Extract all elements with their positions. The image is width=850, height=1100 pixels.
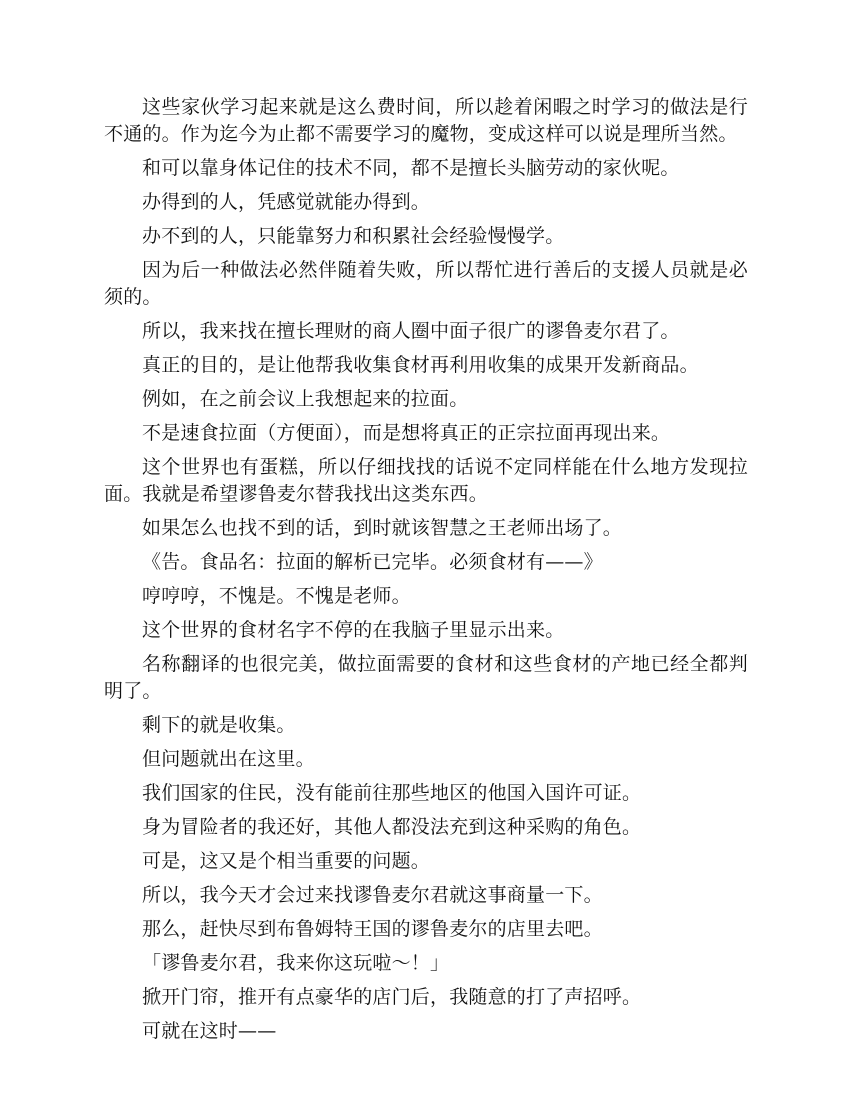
paragraph: 身为冒险者的我还好，其他人都没法充到这种采购的角色。 [142,816,642,838]
paragraph: 例如，在之前会议上我想起来的拉面。 [142,388,469,410]
paragraph: 办得到的人，凭感觉就能办得到。 [142,191,431,213]
paragraph: 和可以靠身体记住的技术不同，都不是擅长头脑劳动的家伙呢。 [142,157,680,179]
paragraph: 办不到的人，只能靠努力和积累社会经验慢慢学。 [142,225,565,247]
paragraph: 哼哼哼，不愧是。不愧是老师。 [142,585,411,607]
paragraph: 可就在这时—— [142,1020,277,1042]
paragraph: 真正的目的，是让他帮我收集食材再利用收集的成果开发新商品。 [142,354,699,376]
paragraph: 那么，赶快尽到布鲁姆特王国的谬鲁麦尔的店里去吧。 [142,918,603,940]
paragraph: 掀开门帘，推开有点豪华的店门后，我随意的打了声招呼。 [142,986,642,1008]
paragraph: 这个世界的食材名字不停的在我脑子里显示出来。 [142,619,565,641]
paragraph: 因为后一种做法必然伴随着失败，所以帮忙进行善后的支援人员就是必须的。 [104,259,748,308]
paragraph: 不是速食拉面（方便面），而是想将真正的正宗拉面再现出来。 [142,422,671,444]
paragraph: 这个世界也有蛋糕，所以仔细找找的话说不定同样能在什么地方发现拉面。我就是希望谬鲁麦尔替我找出这类东西。 [104,456,748,505]
paragraph: 「谬鲁麦尔君，我来你这玩啦～！」 [142,952,450,974]
paragraph: 我们国家的住民，没有能前往那些地区的他国入国许可证。 [142,782,642,804]
document-body [104,94,748,1052]
paragraph: 所以，我今天才会过来找谬鲁麦尔君就这事商量一下。 [142,884,603,906]
paragraph: 剩下的就是收集。 [142,714,296,736]
paragraph: 《告。食品名：拉面的解析已完毕。必须食材有——》 [142,551,603,573]
paragraph: 但问题就出在这里。 [142,748,315,770]
paragraph: 这些家伙学习起来就是这么费时间，所以趁着闲暇之时学习的做法是行不通的。作为迄今为止都不需要学习的魔物，变成这样可以说是理所当然。 [104,96,748,145]
paragraph: 可是，这又是个相当重要的问题。 [142,850,431,872]
paragraph: 如果怎么也找不到的话，到时就该智慧之王老师出场了。 [142,517,623,539]
paragraph: 所以，我来找在擅长理财的商人圈中面子很广的谬鲁麦尔君了。 [142,320,680,342]
paragraph: 名称翻译的也很完美，做拉面需要的食材和这些食材的产地已经全都判明了。 [104,653,748,702]
